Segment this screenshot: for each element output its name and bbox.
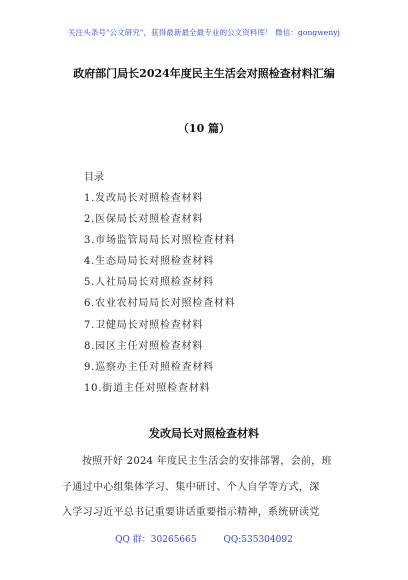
section-body	[62, 449, 362, 526]
toc-item[interactable]: 10.街道主任对照检查材料	[84, 382, 211, 394]
toc-item[interactable]: 4.生态局局长对照检查材料	[84, 256, 214, 268]
toc-item[interactable]: 9.巡察办主任对照检查材料	[84, 361, 214, 373]
toc-list	[84, 188, 344, 399]
toc-item[interactable]: 5.人社局局长对照检查材料	[84, 277, 214, 289]
toc-heading: 目录	[84, 172, 104, 183]
footer-qq-group: QQ 群：30265665	[115, 535, 197, 545]
toc-item[interactable]: 8.园区主任对照检查材料	[84, 340, 204, 352]
toc-item[interactable]: 2.医保局长对照检查材料	[84, 214, 204, 226]
header-notice: 关注头条号"公文研究"，获得最新最全最专业的公文资料库！ 微信：gongwenyj	[67, 28, 341, 37]
toc-item[interactable]: 7.卫健局长对照检查材料	[84, 319, 204, 331]
footer-contact	[0, 532, 408, 545]
document-count: （10 篇）	[177, 122, 231, 135]
document-title: 政府部门局长2024年度民主生活会对照检查材料汇编	[73, 67, 335, 80]
table-of-contents	[84, 167, 344, 399]
toc-item[interactable]: 1.发改局长对照检查材料	[84, 193, 204, 204]
section-title: 发改局长对照检查材料	[149, 427, 259, 440]
body-paragraph-line: 子通过中心组集体学习、集中研讨、个人自学等方式，深	[62, 481, 320, 493]
body-paragraph-line: 入学习习近平总书记重要讲话重要指示精神，系统研读党	[62, 507, 320, 518]
footer-qq-number: QQ:535304092	[223, 535, 293, 545]
body-paragraph-line: 按照开好 2024 年度民主生活会的安排部署，会前，班	[82, 456, 332, 467]
toc-item[interactable]: 6.农业农村局局长对照检查材料	[84, 298, 236, 310]
toc-item[interactable]: 3.市场监管局局长对照检查材料	[84, 235, 236, 247]
